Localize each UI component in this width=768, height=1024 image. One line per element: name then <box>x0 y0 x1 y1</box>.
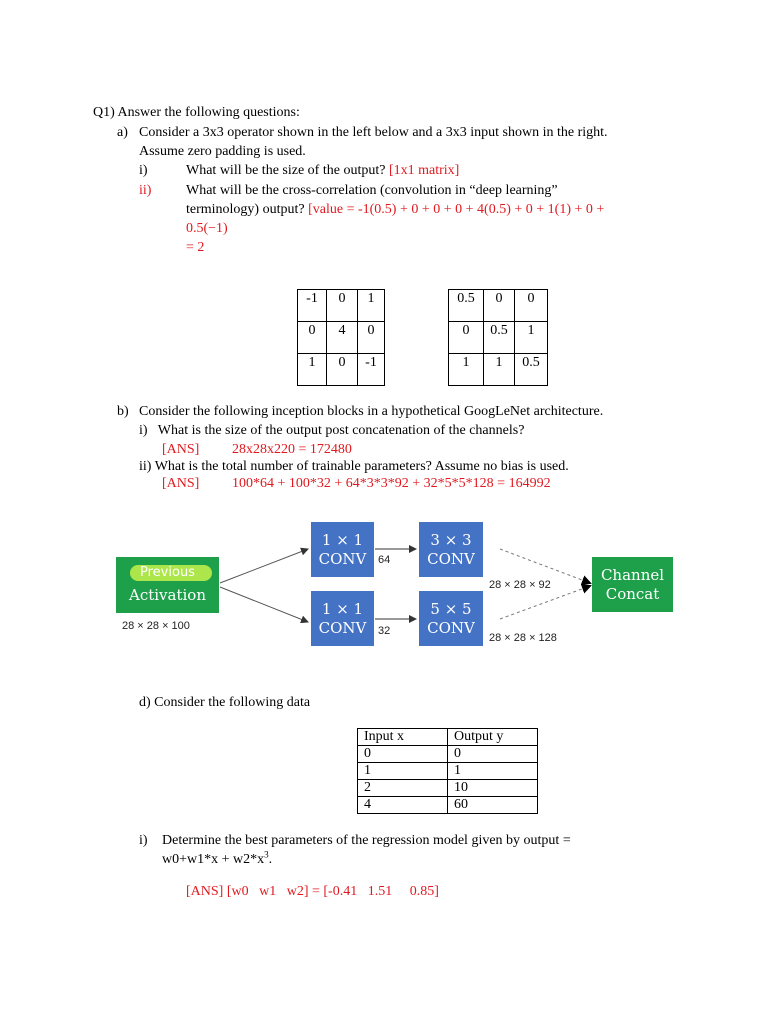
part-d-i-line2 <box>162 851 272 869</box>
arrow-prev-to-conv1a <box>220 549 308 583</box>
table-row <box>358 746 538 763</box>
part-a-i-marker: i) <box>139 163 148 178</box>
part-d-i-line2-pre: w0+w1*x + w2*x <box>162 852 265 867</box>
operator-cell: 0 <box>327 290 358 322</box>
table-header-row <box>358 729 538 746</box>
concat-line1: Channel <box>600 566 665 584</box>
conv5x5-kernel: 5 × 5 <box>430 600 472 618</box>
part-b-ii-text: ii) What is the total number of trainable parameters? Assume no bias is used. <box>139 459 569 474</box>
arrow-conv3-to-concat <box>500 549 590 583</box>
conv3x3-label: CONV <box>427 550 475 568</box>
part-a-line1: Consider a 3x3 operator shown in the left below and a 3x3 input shown in the right. <box>139 125 608 140</box>
part-a-line2: Assume zero padding is used. <box>139 144 306 159</box>
part-b-i-text: i) What is the size of the output post concatenation of the channels? <box>139 423 525 438</box>
operator-cell: 0 <box>327 354 358 386</box>
part-b-i-ans: 28x28x220 = 172480 <box>232 442 352 457</box>
part-a-marker: a) <box>117 125 128 140</box>
part-d-i-line1: Determine the best parameters of the regression model given by output = <box>162 833 571 848</box>
table-cell: 60 <box>448 797 538 814</box>
table-cell: 10 <box>448 780 538 797</box>
operator-cell: 0 <box>298 322 327 354</box>
part-a-ii-answer-part1: [value = -1(0.5) + 0 + 0 + 0 + 4(0.5) + 0 + 1(1) + 0 + <box>308 202 605 217</box>
activation-label: Activation <box>129 586 206 604</box>
part-d-i-marker: i) <box>139 833 148 848</box>
part-b-ii-ans-tag: [ANS] <box>162 476 200 491</box>
part-b-i-ans-tag: [ANS] <box>162 442 200 457</box>
conv1x1-top-channels: 64 <box>378 554 391 566</box>
conv1x1-bottom-channels: 32 <box>378 625 391 637</box>
part-a-ii-line1: What will be the cross-correlation (convolution in “deep learning” <box>186 183 558 198</box>
part-a-i-answer: [1x1 matrix] <box>388 163 460 178</box>
table-cell: 0 <box>358 746 448 763</box>
table-cell: 0 <box>448 746 538 763</box>
input-cell: 1 <box>515 322 548 354</box>
prev-size-label: 28 × 28 × 100 <box>122 620 190 632</box>
conv3x3-box <box>419 522 483 577</box>
channel-concat-box <box>592 557 673 612</box>
input-cell: 1 <box>449 354 484 386</box>
previous-label: Previous <box>140 565 195 580</box>
part-b-text: Consider the following inception blocks in a hypothetical GoogLeNet architecture. <box>139 404 604 419</box>
conv1x1-top-label: CONV <box>318 550 367 568</box>
table-row <box>358 797 538 814</box>
table-header: Output y <box>448 729 538 746</box>
input-cell: 0 <box>449 322 484 354</box>
input-cell: 0.5 <box>484 322 515 354</box>
table-cell: 1 <box>358 763 448 780</box>
input-cell: 0.5 <box>515 354 548 386</box>
operator-cell: 4 <box>327 322 358 354</box>
table-header: Input x <box>358 729 448 746</box>
out3-size-label: 28 × 28 × 92 <box>489 579 551 591</box>
previous-activation-box <box>116 557 219 613</box>
concat-line2: Concat <box>605 585 660 603</box>
part-d-i-line2-post: . <box>268 852 273 867</box>
operator-cell: 1 <box>358 290 385 322</box>
input-cell: 0 <box>515 290 548 322</box>
part-d-answer: [ANS] [w0 w1 w2] = [-0.41 1.51 0.85] <box>186 884 439 899</box>
conv3x3-kernel: 3 × 3 <box>430 531 472 549</box>
input-cell: 0.5 <box>449 290 484 322</box>
operator-cell: -1 <box>358 354 385 386</box>
conv1x1-top-box <box>311 522 374 577</box>
table-row <box>358 780 538 797</box>
data-table <box>357 728 538 814</box>
conv1x1-bottom-box <box>311 591 374 646</box>
conv5x5-label: CONV <box>427 619 475 637</box>
operator-cell: 0 <box>358 322 385 354</box>
part-a-ii-line2: terminology) output? <box>186 202 305 217</box>
operator-cell: 1 <box>298 354 327 386</box>
part-b-marker: b) <box>117 404 129 419</box>
operator-cell: -1 <box>298 290 327 322</box>
table-cell: 4 <box>358 797 448 814</box>
conv5x5-box <box>419 591 483 646</box>
part-a-ii-marker: ii) <box>139 183 152 198</box>
table-row <box>358 763 538 780</box>
part-a-ii-answer-line3: = 2 <box>186 240 205 255</box>
part-d-i-exponent: 3 <box>264 849 269 860</box>
input-cell: 0 <box>484 290 515 322</box>
conv1x1-bottom-label: CONV <box>318 619 367 637</box>
part-a-i-text: What will be the size of the output? <box>186 163 386 178</box>
out5-size-label: 28 × 28 × 128 <box>489 632 557 644</box>
table-cell: 2 <box>358 780 448 797</box>
table-cell: 1 <box>448 763 538 780</box>
conv1x1-bottom-kernel: 1 × 1 <box>321 600 364 618</box>
arrow-prev-to-conv1b <box>220 587 308 622</box>
input-cell: 1 <box>484 354 515 386</box>
conv1x1-top-kernel: 1 × 1 <box>321 531 364 549</box>
part-a-ii-answer-line2: 0.5(−1) <box>186 221 228 236</box>
question-heading: Q1) Answer the following questions: <box>93 105 300 120</box>
part-d-intro: d) Consider the following data <box>139 695 311 710</box>
part-b-ii-ans: 100*64 + 100*32 + 64*3*3*92 + 32*5*5*128 = 164992 <box>232 476 551 491</box>
